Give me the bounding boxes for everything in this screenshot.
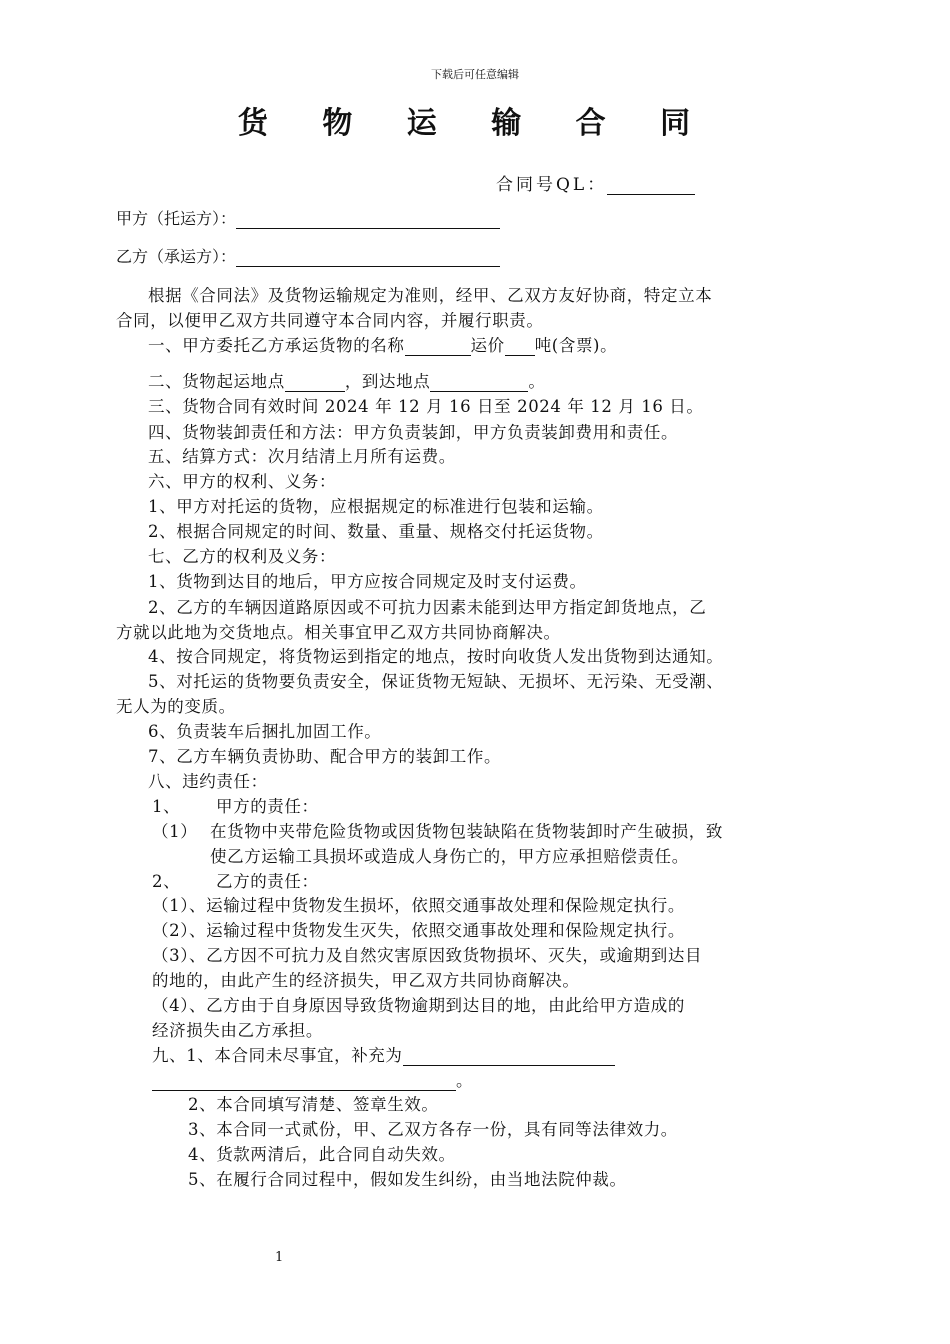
clause-7-6: 6、负责装车后捆扎加固工作。: [148, 722, 382, 741]
intro-line-2: 合同，以便甲乙双方共同遵守本合同内容，并履行职责。: [116, 311, 544, 330]
clause-7-7: 7、乙方车辆负责协助、配合甲方的装卸工作。: [148, 747, 502, 766]
clause-7-2-line-1: 2、乙方的车辆因道路原因或不可抗力因素未能到达甲方指定卸货地点，乙: [148, 598, 707, 617]
clause-2: [148, 368, 545, 392]
contract-number-blank[interactable]: [607, 176, 695, 195]
origin-blank[interactable]: [285, 374, 345, 392]
clause-9-5: 5、在履行合同过程中，假如发生纠纷，由当地法院仲裁。: [188, 1170, 627, 1189]
clause-8-1-1-line-1: 在货物中夹带危险货物或因货物包装缺陷在货物装卸时产生破损，致: [210, 822, 723, 841]
page-number: 1: [275, 1250, 284, 1265]
clause-8-2-number: 2、: [152, 872, 181, 891]
clause-8-1-number: 1、: [152, 797, 181, 816]
clause-5: 五、结算方式：次月结清上月所有运费。: [148, 447, 456, 466]
clause-7-1: 1、货物到达目的地后，甲方应按合同规定及时支付运费。: [148, 572, 587, 591]
clause-8-2-heading: 乙方的责任：: [216, 872, 319, 891]
intro-line-1: 根据《合同法》及货物运输规定为准则，经甲、乙双方友好协商，特定立本: [148, 286, 713, 305]
clause-7-5-line-2: 无人为的变质。: [116, 697, 236, 716]
clause-2-text-b: ，到达地点: [344, 372, 431, 391]
contract-number-label: 合同号QL：: [496, 175, 608, 195]
clause-1: [148, 332, 617, 356]
clause-7-4: 4、按合同规定，将货物运到指定的地点，按时向收货人发出货物到达通知。: [148, 647, 724, 666]
clause-7: 七、乙方的权利及义务：: [148, 547, 337, 566]
party-b: [116, 244, 500, 267]
party-a-label: 甲方（托运方）：: [116, 209, 237, 228]
clause-8-1-1-line-2: 使乙方运输工具损坏或造成人身伤亡的，甲方应承担赔偿责任。: [210, 847, 689, 866]
freight-rate-blank[interactable]: [505, 338, 535, 356]
contract-number: [496, 170, 695, 195]
clause-9-2: 2、本合同填写清楚、签章生效。: [188, 1095, 439, 1114]
clause-8-1-heading: 甲方的责任：: [216, 797, 319, 816]
clause-8-2-3-line-1: （3）、乙方因不可抗力及自然灾害原因致货物损坏、灭失，或逾期到达目: [152, 946, 703, 965]
supplement-blank-1[interactable]: [403, 1048, 615, 1066]
clause-1-text-c: 吨(含票)。: [534, 336, 618, 355]
clause-2-text-c: 。: [528, 372, 546, 391]
clause-4: 四、货物装卸责任和方法：甲方负责装卸，甲方负责装卸费用和责任。: [148, 423, 679, 442]
clause-3: 三、货物合同有效时间 2024 年 12 月 16 日至 2024 年 12 月 16 日。: [148, 397, 704, 416]
clause-8-2-3-line-2: 的地的，由此产生的经济损失，甲乙双方共同协商解决。: [152, 971, 580, 990]
clause-8-2-2: （2）、运输过程中货物发生灭失，依照交通事故处理和保险规定执行。: [152, 921, 685, 940]
clause-9-1-text: 九、1、本合同未尽事宜，补充为: [152, 1046, 403, 1065]
clause-9-1: [152, 1042, 615, 1066]
clause-7-5-line-1: 5、对托运的货物要负责安全，保证货物无短缺、无损坏、无污染、无受潮、: [148, 672, 724, 691]
clause-9-3: 3、本合同一式贰份，甲、乙双方各存一份，具有同等法律效力。: [188, 1120, 678, 1139]
clause-6-2: 2、根据合同规定的时间、数量、重量、规格交付托运货物。: [148, 522, 604, 541]
clause-2-text-a: 二、货物起运地点: [148, 372, 285, 391]
party-a-blank[interactable]: [236, 210, 500, 229]
clause-9-1-end: 。: [456, 1071, 474, 1090]
party-b-label: 乙方（承运方）：: [116, 247, 237, 266]
clause-7-2-line-2: 方就以此地为交货地点。相关事宜甲乙双方共同协商解决。: [116, 623, 561, 642]
party-b-blank[interactable]: [236, 248, 500, 267]
clause-8-2-1: （1）、运输过程中货物发生损坏，依照交通事故处理和保险规定执行。: [152, 896, 685, 915]
clause-1-text-b: 运价: [470, 336, 505, 355]
clause-6: 六、甲方的权利、义务：: [148, 472, 337, 491]
clause-8-1-1-number: （1）: [152, 822, 198, 841]
destination-blank[interactable]: [430, 374, 528, 392]
clause-6-1: 1、甲方对托运的货物，应根据规定的标准进行包装和运输。: [148, 497, 604, 516]
party-a: [116, 206, 500, 229]
document-title: 货 物 运 输 合 同: [237, 106, 713, 141]
clause-8: 八、违约责任：: [148, 772, 268, 791]
clause-8-2-4-line-1: （4）、乙方由于自身原因导致货物逾期到达目的地，由此给甲方造成的: [152, 996, 685, 1015]
header-note: 下载后可任意编辑: [431, 68, 519, 81]
clause-8-2-4-line-2: 经济损失由乙方承担。: [152, 1021, 323, 1040]
clause-9-4: 4、货款两清后，此合同自动失效。: [188, 1145, 456, 1164]
clause-9-1-continued: [152, 1067, 473, 1091]
goods-name-blank[interactable]: [405, 338, 471, 356]
clause-1-text-a: 一、甲方委托乙方承运货物的名称: [148, 336, 405, 355]
supplement-blank-2[interactable]: [152, 1073, 456, 1091]
